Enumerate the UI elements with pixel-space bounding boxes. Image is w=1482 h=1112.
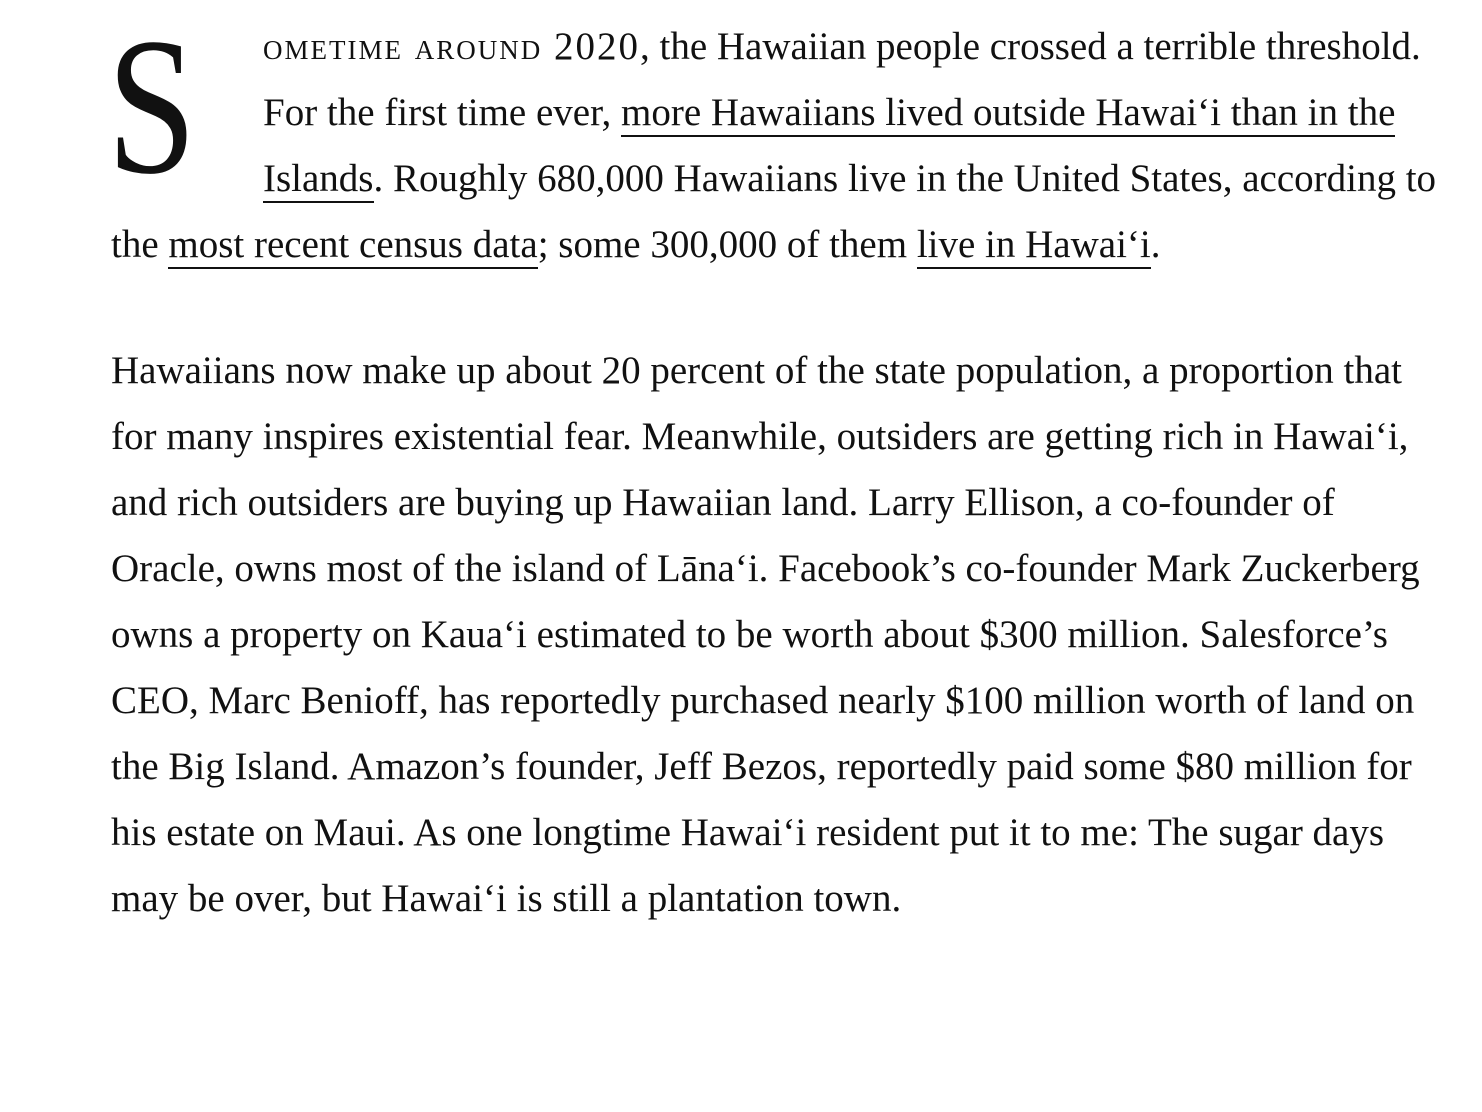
paragraph-1-text-1: , the Hawaiian people crossed a terrible threshold. For the first time ever, xyxy=(263,25,1421,134)
link-census-data[interactable]: most recent census data xyxy=(168,223,537,269)
paragraph-1-text-3: ; some 300,000 of them xyxy=(537,223,917,266)
paragraph-1-text-4: . xyxy=(1150,223,1161,266)
link-hawaiians-outside[interactable]: more Hawaiians lived outside Hawai‘i than in the Islands xyxy=(263,91,1395,203)
article-body xyxy=(107,0,1451,932)
link-live-in-hawaii[interactable]: live in Hawai‘i xyxy=(917,223,1151,269)
paragraph-1 xyxy=(107,0,1451,278)
paragraph-2: Hawaiians now make up about 20 percent of the state population, a proportion that for many inspires existential fear. Meanwhile, outsiders are getting rich in Hawai‘i, and rich outsiders are buying up Hawaiian land. Larry Ellison, a co-founder of Oracle, owns most of the island of Lāna‘i. Facebook’s co-founder Mark Zuckerberg owns a property on Kaua‘i estimated to be worth about $300 million. Salesforce’s CEO, Marc Benioff, has reportedly purchased nearly $100 million worth of land on the Big Island. Amazon’s founder, Jeff Bezos, reportedly paid some $80 million for his estate on Maui. As one longtime Hawai‘i resident put it to me: The sugar days may be over, but Hawai‘i is still a plantation town. xyxy=(111,349,1420,920)
paragraph-1-text-2: . Roughly 680,000 Hawaiians live in the United States, according to the xyxy=(111,157,1437,266)
lead-in-small-caps: ometime around 2020 xyxy=(263,25,640,68)
drop-cap: S xyxy=(107,0,197,215)
